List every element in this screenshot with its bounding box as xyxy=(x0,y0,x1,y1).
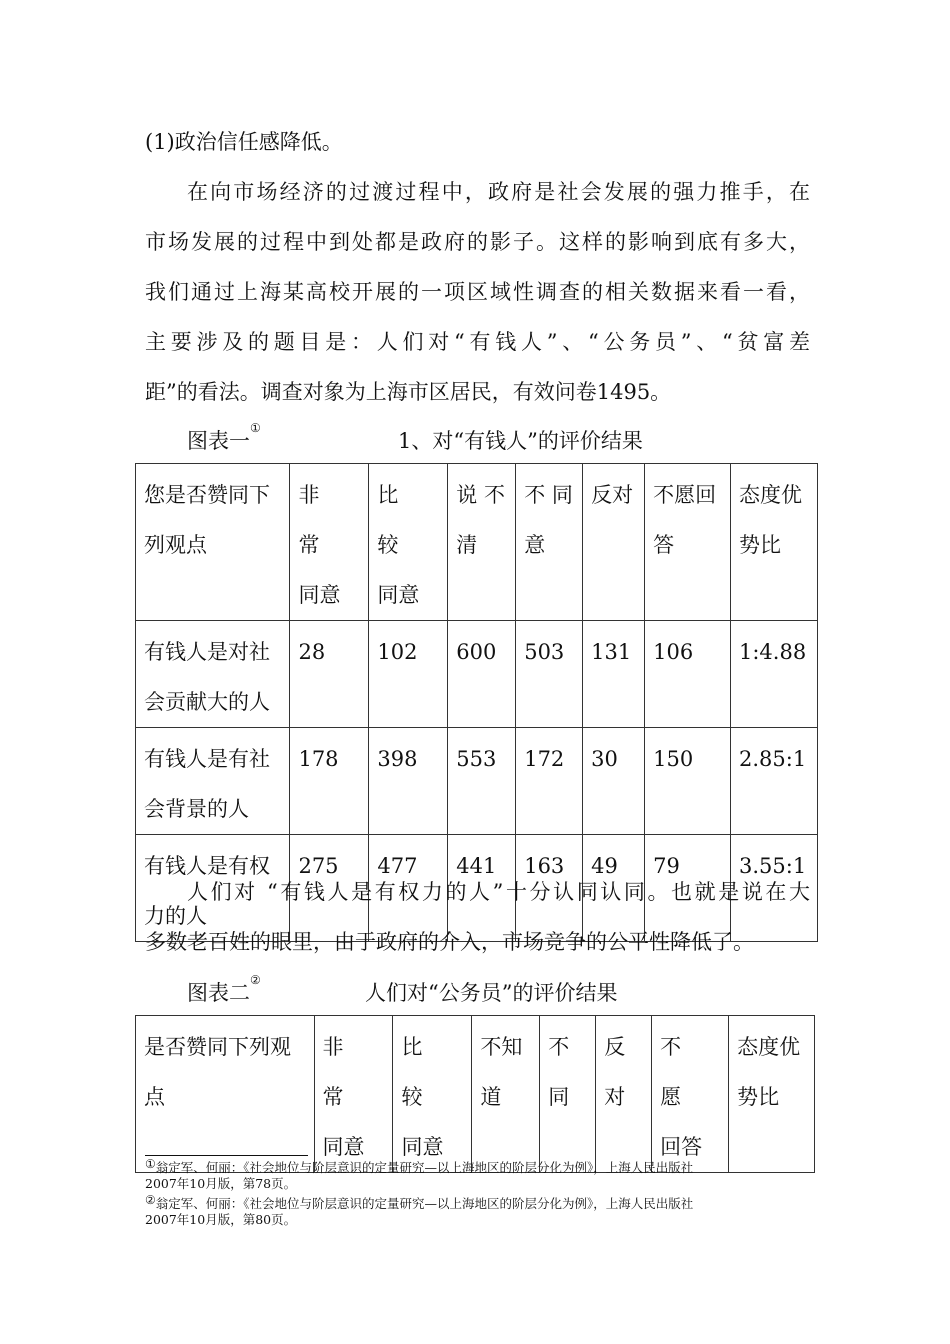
header-cell: 非 常 同意 xyxy=(314,1016,393,1173)
table-header-row xyxy=(136,464,818,621)
table-header-row xyxy=(136,1016,815,1173)
footnote-2: ②翁定军、何丽：《社会地位与阶层意识的定量研究—以上海地区的阶层分化为例》，上海人民出版社 2007年10月版，第80页。 xyxy=(145,1193,694,1227)
value-cell: 106 xyxy=(645,621,731,728)
row-label-cell: 有钱人是对社 会贡献大的人 xyxy=(136,621,290,728)
value-cell: 553 xyxy=(448,728,516,835)
value-cell: 131 xyxy=(583,621,645,728)
paragraph-line: 多数老百姓的眼里，由于政府的介入，市场竞争的公平性降低了。 xyxy=(145,930,754,954)
row-label-cell: 有钱人是有权 力的人 xyxy=(136,835,290,942)
header-cell: 是否赞同下列观 点 xyxy=(136,1016,315,1173)
header-cell: 反 对 xyxy=(596,1016,652,1173)
table2-label: 图表二② xyxy=(187,973,261,1005)
header-cell: 比 较 同意 xyxy=(393,1016,472,1173)
footnote-divider xyxy=(145,1155,308,1156)
value-cell: 102 xyxy=(369,621,448,728)
row-label-cell: 有钱人是有社 会背景的人 xyxy=(136,728,290,835)
footnote-ref: ② xyxy=(250,973,261,987)
paragraph-line: 主要涉及的题目是：人们对“有钱人”、“公务员”、“贫富差 xyxy=(145,330,810,354)
footnote-1: ①翁定军、何丽：《社会地位与阶层意识的定量研究—以上海地区的阶层分化为例》，上海人民出版社 2007年10月版，第78页。 xyxy=(145,1157,694,1191)
header-cell: 您是否赞同下 列观点 xyxy=(136,464,290,621)
section-heading: (1)政治信任感降低。 xyxy=(145,130,343,154)
value-cell: 398 xyxy=(369,728,448,835)
value-cell: 150 xyxy=(645,728,731,835)
header-cell: 不 同 xyxy=(540,1016,596,1173)
header-cell: 不愿回 答 xyxy=(645,464,731,621)
header-cell: 不 愿 回答 xyxy=(652,1016,729,1173)
footnote-mark: ② xyxy=(145,1193,156,1207)
value-cell: 477 xyxy=(369,835,448,942)
value-cell: 503 xyxy=(516,621,583,728)
paragraph-line: 在向市场经济的过渡过程中，政府是社会发展的强力推手，在 xyxy=(187,180,810,204)
table-row xyxy=(136,728,818,835)
header-cell: 态度优 势比 xyxy=(729,1016,815,1173)
table1-title: 1、对“有钱人”的评价结果 xyxy=(398,429,643,453)
footnote-mark: ① xyxy=(145,1157,156,1171)
header-cell: 比 较 同意 xyxy=(369,464,448,621)
value-cell: 178 xyxy=(290,728,369,835)
table-row xyxy=(136,621,818,728)
value-cell: 172 xyxy=(516,728,583,835)
header-cell: 反对 xyxy=(583,464,645,621)
value-cell: 49 xyxy=(583,835,645,942)
header-cell: 不知 道 xyxy=(472,1016,540,1173)
paragraph-line: 距”的看法。调查对象为上海市区居民，有效问卷1495。 xyxy=(145,380,672,404)
paragraph-line: 人们对 “有钱人是有权力的人”十分认同认同。也就是说在大 xyxy=(187,880,810,904)
paragraph-line: 我们通过上海某高校开展的一项区域性调查的相关数据来看一看， xyxy=(145,280,810,304)
footnote-ref: ① xyxy=(250,421,261,435)
table2 xyxy=(135,1015,815,1173)
header-cell: 态度优 势比 xyxy=(730,464,817,621)
value-cell: 28 xyxy=(290,621,369,728)
header-cell: 说 不 清 xyxy=(448,464,516,621)
value-cell: 30 xyxy=(583,728,645,835)
header-cell: 不 同 意 xyxy=(516,464,583,621)
ratio-cell: 2.85:1 xyxy=(730,728,817,835)
paragraph-line: 市场发展的过程中到处都是政府的影子。这样的影响到底有多大， xyxy=(145,230,810,254)
value-cell: 79 xyxy=(645,835,731,942)
table1-label: 图表一① xyxy=(187,421,261,453)
value-cell: 600 xyxy=(448,621,516,728)
value-cell: 163 xyxy=(516,835,583,942)
header-cell: 非 常 同意 xyxy=(290,464,369,621)
value-cell: 275 xyxy=(290,835,369,942)
ratio-cell: 3.55:1 xyxy=(730,835,817,942)
table2-title: 人们对“公务员”的评价结果 xyxy=(365,981,618,1005)
value-cell: 441 xyxy=(448,835,516,942)
ratio-cell: 1:4.88 xyxy=(730,621,817,728)
